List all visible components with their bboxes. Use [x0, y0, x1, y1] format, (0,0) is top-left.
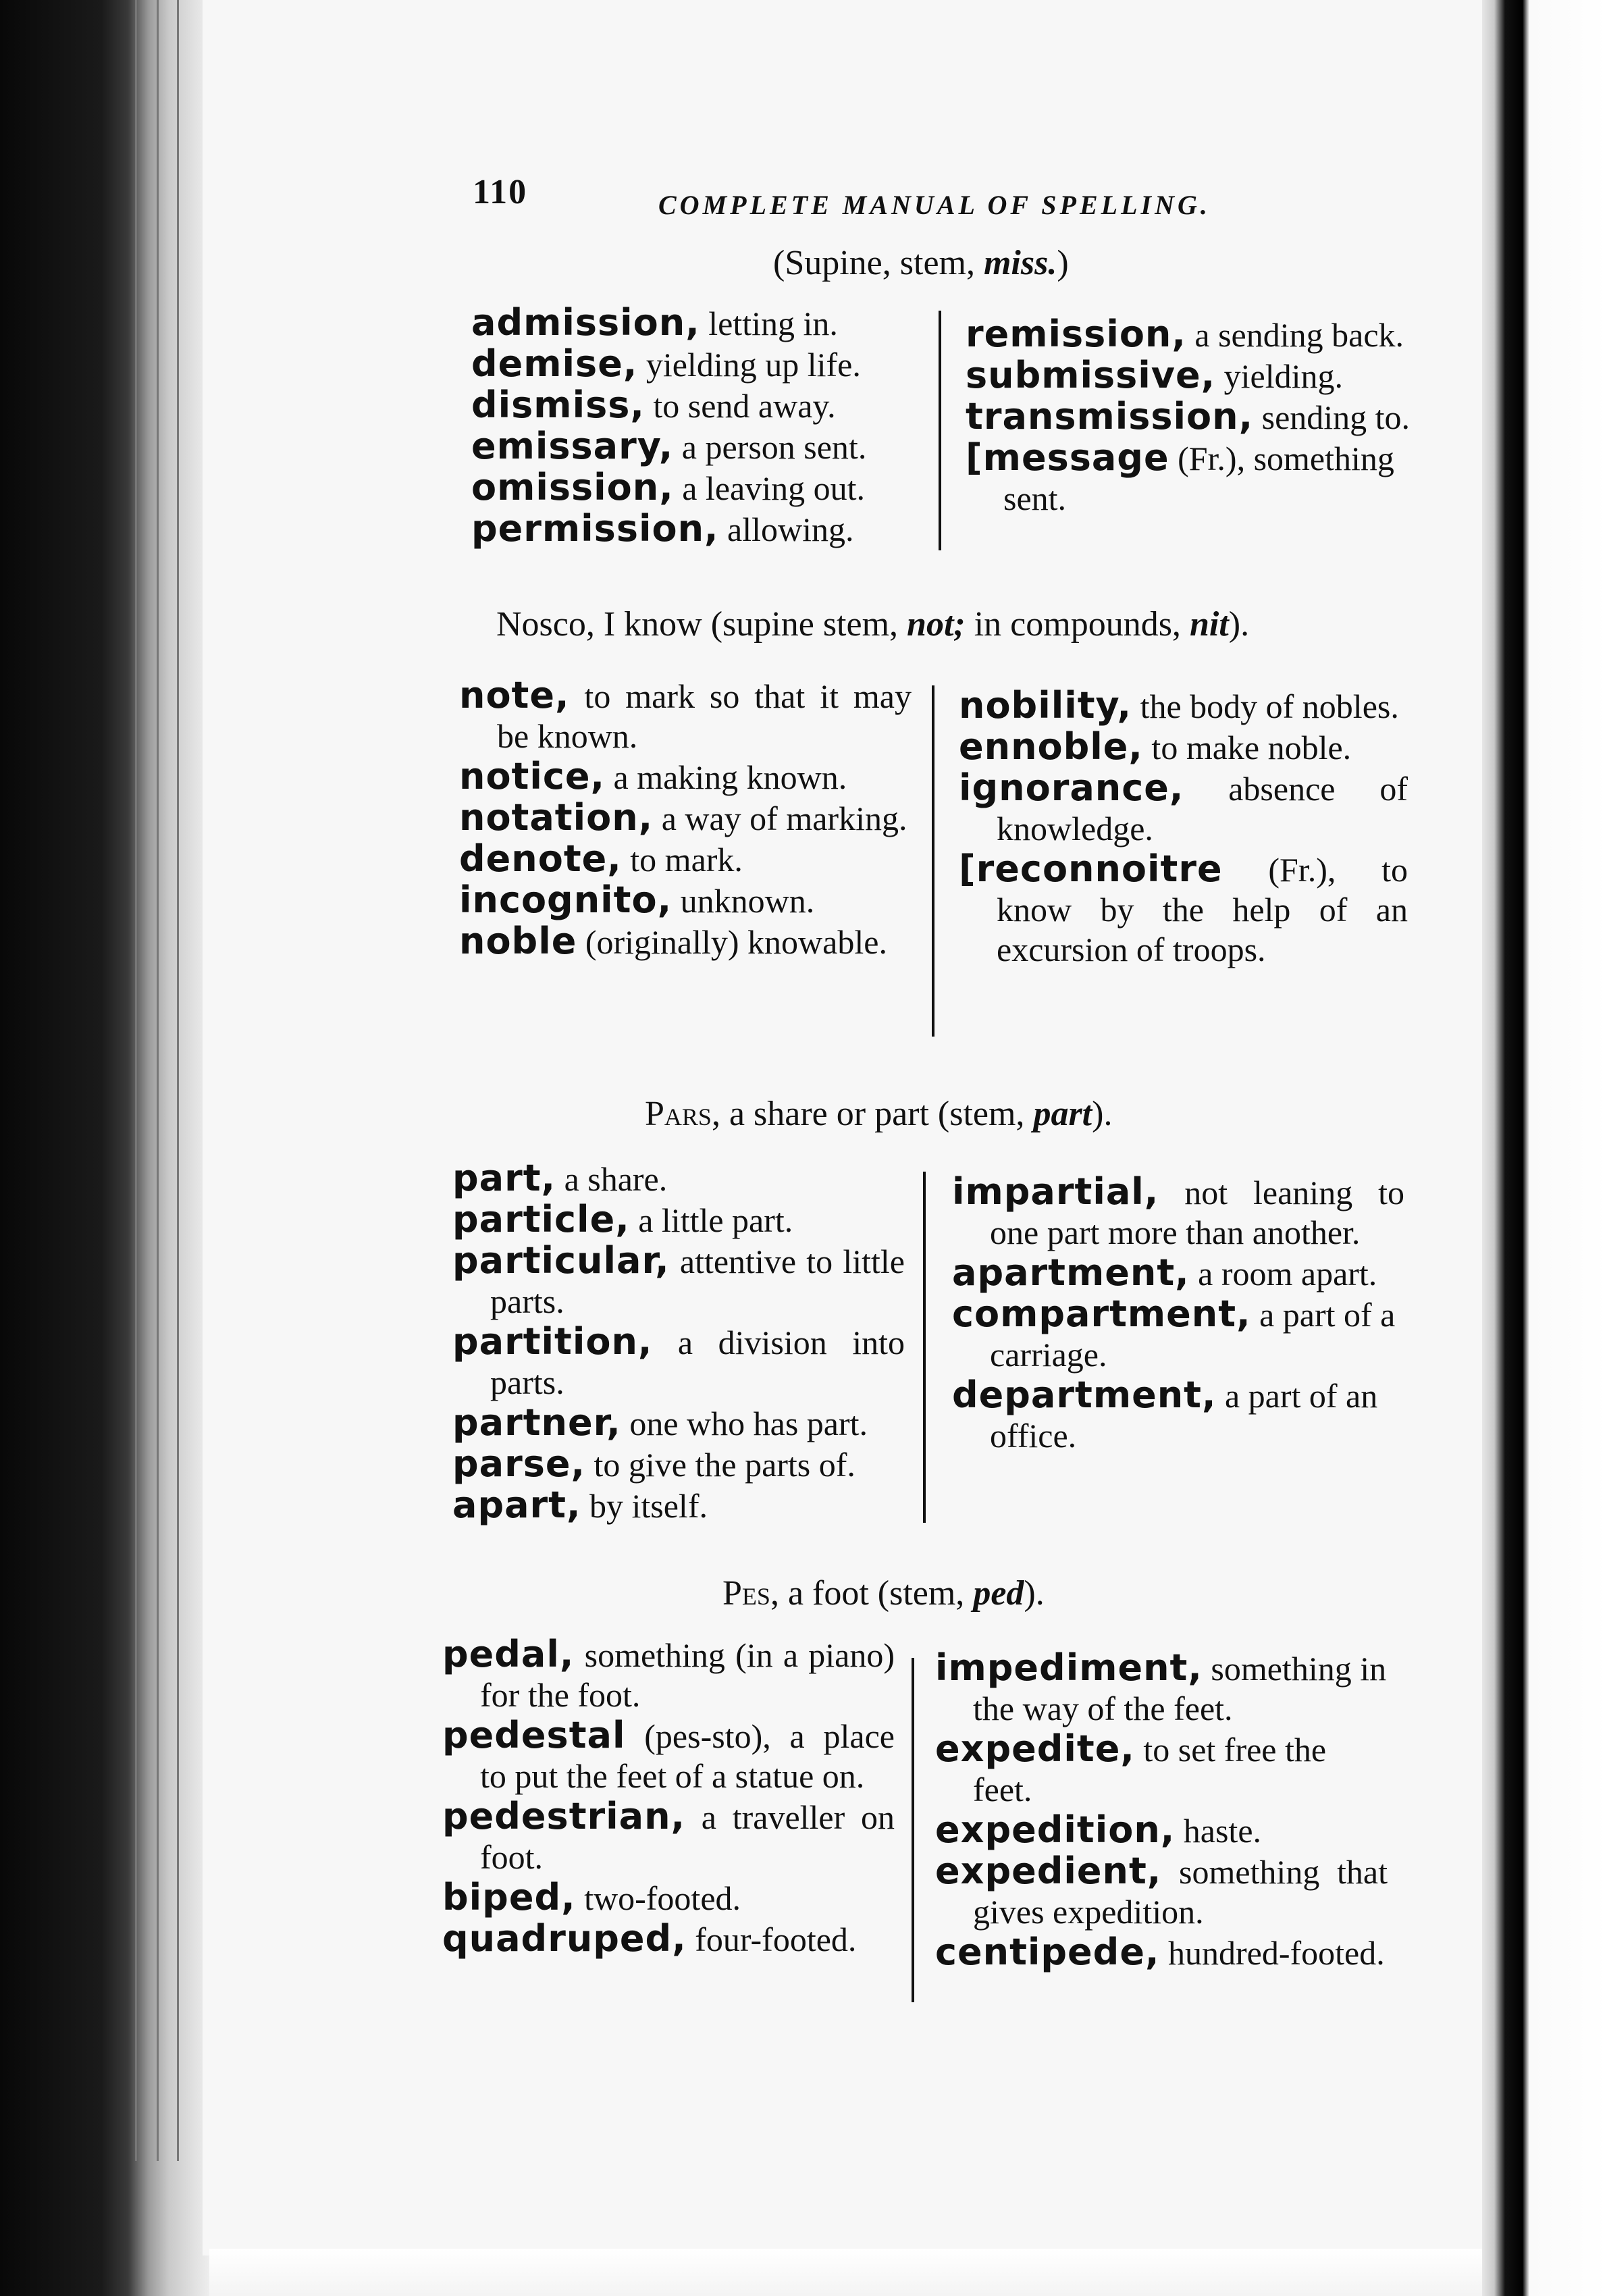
left-column [471, 303, 910, 550]
list-item: partner, one who has part. [452, 1401, 868, 1444]
list-item: apartment, a room apart. [952, 1251, 1377, 1294]
list-item: [reconnoitre (Fr.), to know by the help of an excursion of troops. [959, 847, 1408, 968]
column-divider [939, 311, 941, 550]
right-column [966, 314, 1418, 519]
list-item: quadruped, four-footed. [442, 1917, 857, 1960]
list-item: biped, two-footed. [442, 1876, 741, 1919]
list-item: omission, a leaving out. [471, 466, 865, 508]
list-item: centipede, hundred-footed. [935, 1931, 1385, 1973]
list-item: expedite, to set free the feet. [935, 1727, 1327, 1808]
list-item: parse, to give the parts of. [452, 1442, 855, 1485]
list-item: admission, letting in. [471, 301, 838, 344]
left-column [452, 1158, 905, 1526]
list-item: nobility, the body of nobles. [959, 684, 1399, 727]
page-edge-line [135, 0, 137, 2161]
list-item: particular, attentive to little parts. [452, 1239, 905, 1320]
running-head: COMPLETE MANUAL OF SPELLING. [658, 190, 1211, 220]
list-item: notice, a making known. [459, 755, 847, 798]
list-item: demise, yielding up life. [471, 342, 861, 385]
section-heading: Nosco, I know (supine stem, not; in compounds, nit). [496, 605, 1250, 644]
page-bottom-edge [209, 2249, 1482, 2296]
right-column [952, 1172, 1404, 1456]
list-item: dismiss, to send away. [471, 384, 836, 426]
list-item: department, a part of an office. [952, 1374, 1378, 1455]
left-column [442, 1634, 895, 1960]
list-item: impediment, something in the way of the feet. [935, 1646, 1387, 1727]
list-item: apart, by itself. [452, 1484, 708, 1526]
list-item: permission, allowing. [471, 507, 854, 550]
list-item: pedal, something (in a piano) for the foot. [442, 1633, 895, 1714]
list-item: expedient, something that gives expedition. [935, 1850, 1388, 1931]
column-divider [932, 685, 934, 1037]
column-divider [912, 1658, 914, 2002]
list-item: submissive, yielding. [966, 354, 1344, 396]
right-column [959, 685, 1408, 970]
list-item: ennoble, to make noble. [959, 725, 1352, 768]
list-item: transmission, sending to. [966, 395, 1411, 438]
page-edge-line [157, 0, 159, 2161]
list-item: [message (Fr.), something sent. [966, 436, 1394, 517]
list-item: denote, to mark. [459, 837, 743, 880]
facing-page-edge [1482, 0, 1607, 2296]
page-number: 110 [473, 173, 528, 211]
section-heading: (Supine, stem, miss.) [773, 244, 1069, 282]
list-item: pedestal (pes-sto), a place to put the feet of a statue on. [442, 1714, 895, 1795]
list-item: incognito, unknown. [459, 879, 815, 921]
list-item: particle, a little part. [452, 1198, 793, 1241]
list-item: note, to mark so that it may be known. [459, 674, 912, 755]
list-item: emissary, a person sent. [471, 425, 867, 467]
section-heading: Pes, a foot (stem, ped). [722, 1574, 1045, 1613]
list-item: part, a share. [452, 1157, 668, 1199]
column-divider [923, 1172, 926, 1523]
left-column [459, 675, 912, 962]
list-item: ignorance, absence of knowledge. [959, 766, 1408, 847]
list-item: noble (originally) knowable. [459, 920, 887, 962]
list-item: remission, a sending back. [966, 313, 1404, 355]
list-item: partition, a division into parts. [452, 1320, 905, 1401]
list-item: expedition, haste. [935, 1808, 1262, 1851]
list-item: notation, a way of marking. [459, 796, 907, 839]
section-heading: Pars, a share or part (stem, part). [645, 1095, 1113, 1133]
list-item: pedestrian, a traveller on foot. [442, 1795, 895, 1876]
page-edge-line [177, 0, 179, 2161]
list-item: impartial, not leaning to one part more than another. [952, 1170, 1404, 1251]
list-item: compartment, a part of a carriage. [952, 1293, 1396, 1374]
right-column [935, 1648, 1388, 1973]
